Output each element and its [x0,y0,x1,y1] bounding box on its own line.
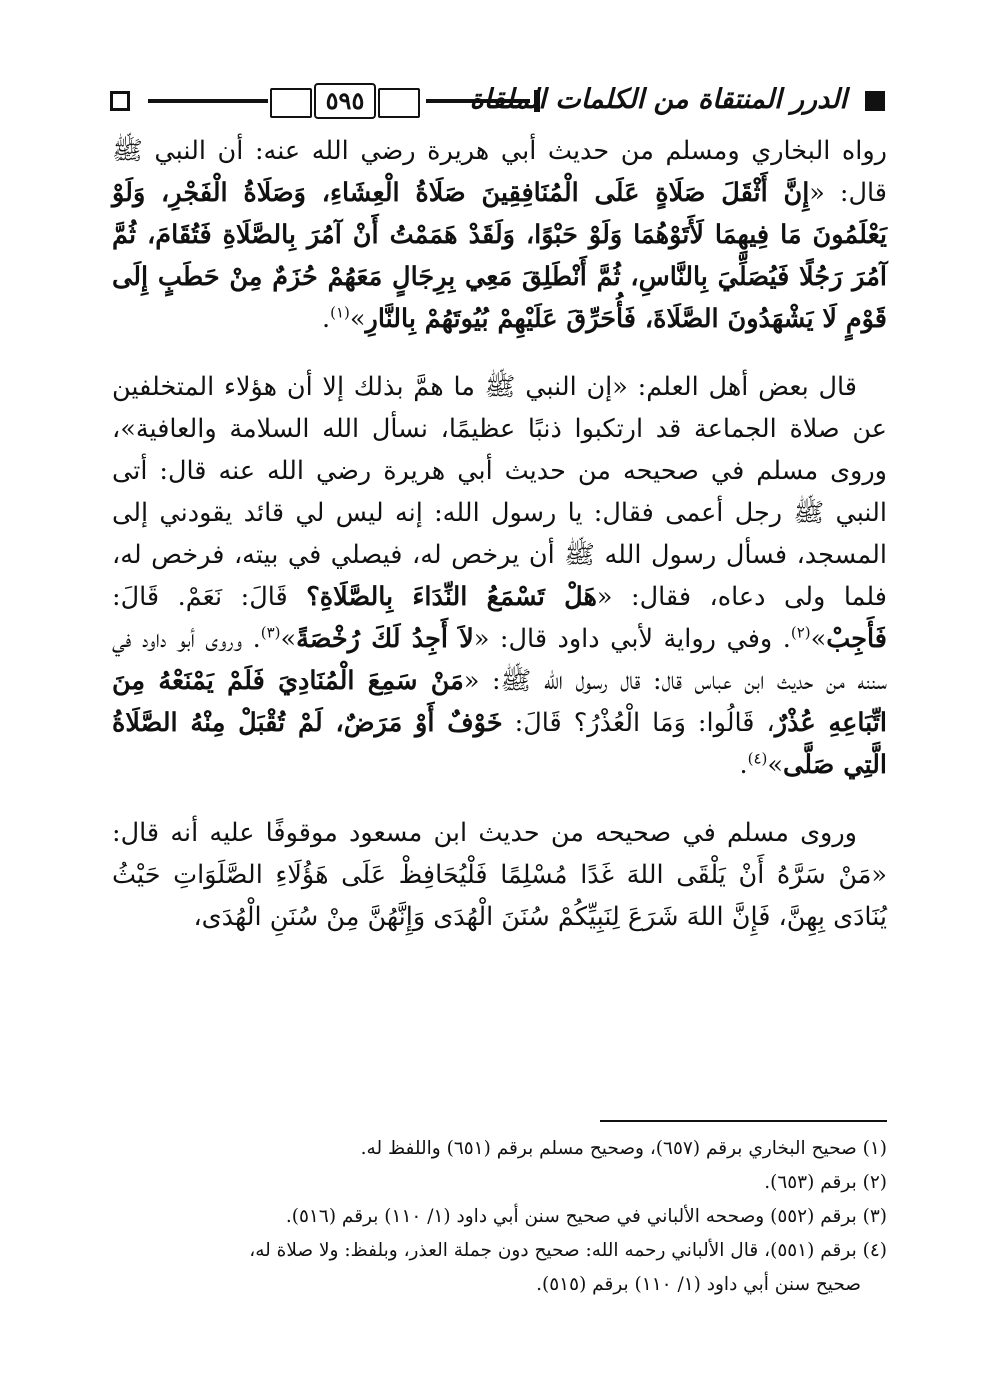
paragraph-2 [112,366,887,786]
text-run: رواه البخاري ومسلم من حديث أبي هريرة رضي الله عنه: أن النبي ﷺ قال: « [112,136,887,208]
text-run: . وروى أبو داود في سننه من حديث ابن عباس قال: قال رسول الله ﷺ: « [112,624,887,696]
text-run: » [767,750,783,780]
header-ornament-square [865,91,885,111]
page-header [110,78,885,124]
book-title: الدرر المنتقاة من الكلمات الملقاة [469,84,847,115]
footnote-1: (١) صحيح البخاري برقم (٦٥٧)، وصحيح مسلم برقم (٦٥١) واللفظ له. [360,1138,887,1159]
text-run: » [349,304,366,334]
hadith-text: خَوْفٌ أَوْ مَرَضٌ، لَمْ تُقْبَلْ مِنْهُ الصَّلَاةُ الَّتِي صَلَّى [112,708,887,780]
text-run: قَالَ: نَعَمْ. قَالَ: [112,582,307,612]
page-body [112,130,887,964]
text-run: قال بعض أهل العلم: «إن النبي ﷺ ما همَّ بذلك إلا أن هؤلاء المتخلفين عن صلاة الجماعة قد ارتكبوا ذنبًا عظيمًا، نسأل الله السلامة والعافية»، وروى مسلم في صحيحه من حديث أبي هريرة رضي الله عنه قال: أتى النبي ﷺ رجل أعمى فقال: يا رسول الله: إنه ليس لي قائد يقودني إلى المسجد، فسأل رسول الله ﷺ أن يرخص له، فيصلي في بيته، فرخص له، فلما ولى دعاه، فقال: « [112,372,888,612]
text-run: . [322,304,331,334]
footnote-4-continued: صحيح سنن أبي داود (١/ ١١٠) برقم (٥١٥). [536,1274,861,1295]
hadith-text: هَلْ تَسْمَعُ النِّدَاءَ بِالصَّلَاةِ؟ [306,582,597,612]
text-run: . [739,750,748,780]
footnote-4: (٤) برقم (٥٥١)، قال الألباني رحمه الله: صحيح دون جملة العذر، وبلفظ: ولا صلاة له، [249,1240,887,1261]
footnote-ref: (١) [330,303,350,322]
paragraph-1 [112,130,887,340]
footnote-ref: (٢) [790,623,811,642]
footnote-ref: (٣) [260,623,281,642]
hadith-text: فَأَجِبْ [826,624,887,654]
text-run: » [810,624,827,654]
footnote-ref: (٤) [747,749,768,768]
page-number: ٥٩٥ [314,83,377,119]
footnote-separator [600,1120,887,1122]
footnote-3: (٣) برقم (٥٥٢) وصححه الألباني في صحيح سنن أبي داود (١/ ١١٠) برقم (٥١٦). [285,1206,887,1227]
page-number-frame [270,82,420,120]
footnote-2: (٢) برقم (٦٥٣). [764,1172,887,1193]
hadith-text: لاَ أَجِدُ لَكَ رُخْصَةً [296,624,474,654]
header-ornament-square [110,91,130,111]
hadith-text: مَنْ سَمِعَ الْمُنَادِيَ فَلَمْ يَمْنَعْهُ مِنَ اتِّبَاعِهِ عُذْرٌ [112,666,887,738]
header-rule [148,99,268,103]
hadith-text: إِنَّ أَثْقَلَ صَلَاةٍ عَلَى الْمُنَافِقِينَ صَلَاةُ الْعِشَاءِ، وَصَلَاةُ الْفَجْرِ، وَلَوْ يَعْلَمُونَ مَا فِيهِمَا لَأَتَوْهُمَا وَلَوْ حَبْوًا، وَلَقَدْ هَمَمْتُ أَنْ آمُرَ بِالصَّلَاةِ فَتُقَامَ، ثُمَّ آمُرَ رَجُلًا فَيُصَلِّيَ بِالنَّاسِ، ثُمَّ أَنْطَلِقَ مَعِي بِرِجَالٍ مَعَهُمْ حُزَمٌ مِنْ حَطَبٍ إِلَى قَوْمٍ لَا يَشْهَدُونَ الصَّلَاةَ، فَأُحَرِّقَ عَلَيْهِمْ بُيُوتَهُمْ بِالنَّارِ [112,178,887,334]
text-run: ، قَالُوا: وَمَا الْعُذْرُ؟ قَالَ: [502,708,775,738]
paragraph-3 [112,812,887,938]
text-run: » [280,624,297,654]
text-run: . وفي رواية لأبي داود قال: « [473,624,791,654]
footnotes [112,1133,887,1303]
text-run: وروى مسلم في صحيحه من حديث ابن مسعود موقوفًا عليه أنه قال: «مَنْ سَرَّهُ أَنْ يَلْقَى اللهَ غَدًا مُسْلِمًا فَلْيُحَافِظْ عَلَى هَؤُلَاءِ الصَّلَوَاتِ حَيْثُ يُنَادَى بِهِنَّ، فَإِنَّ اللهَ شَرَعَ لِنَبِيِّكُمْ سُنَنَ الْهُدَى وَإِنَّهُنَّ مِنْ سُنَنِ الْهُدَى، [112,818,887,932]
